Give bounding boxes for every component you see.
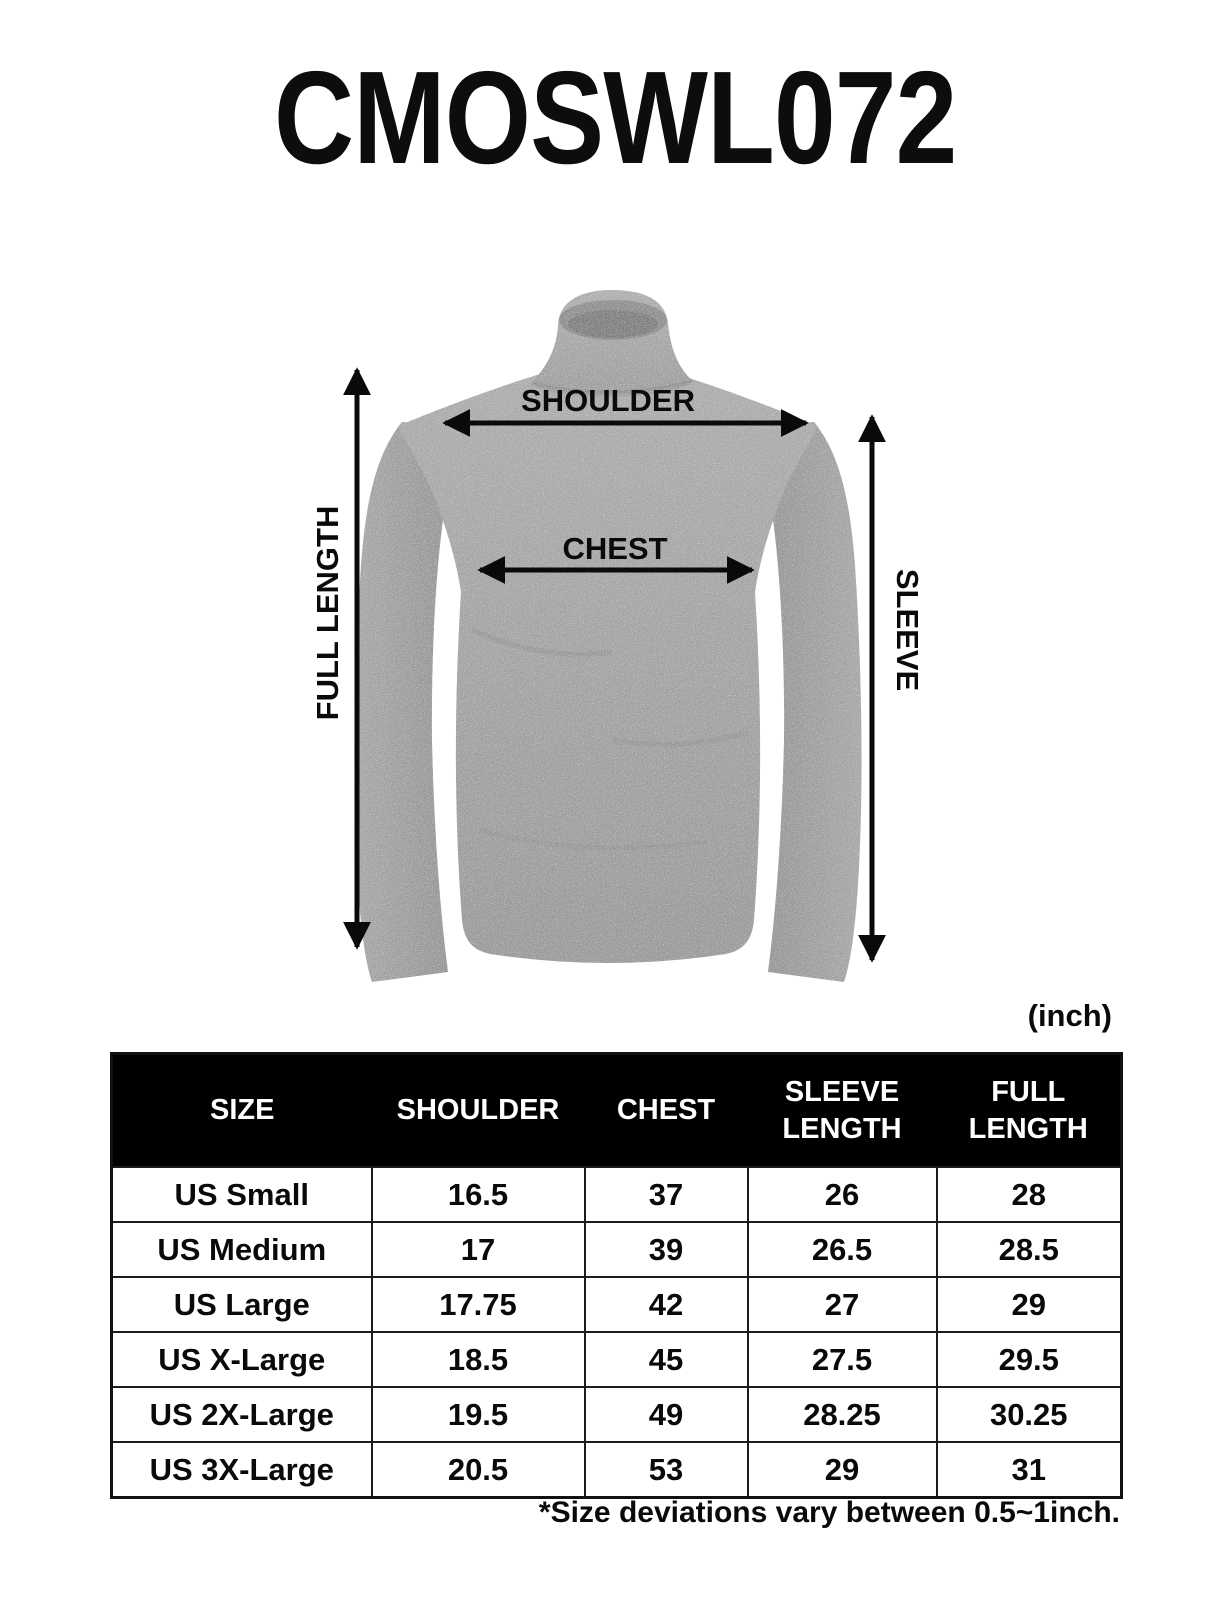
size-cell: US Medium xyxy=(112,1222,372,1277)
page-title xyxy=(0,44,1230,191)
product-code: CMOSWL072 xyxy=(273,44,957,191)
size-cell: US 2X-Large xyxy=(112,1387,372,1442)
value-cell: 17 xyxy=(372,1222,585,1277)
shoulder-measure-label: SHOULDER xyxy=(521,383,695,418)
column-header-size: SIZE xyxy=(112,1054,372,1168)
size-cell: US Small xyxy=(112,1167,372,1222)
table-row xyxy=(112,1442,1122,1498)
value-cell: 28.5 xyxy=(937,1222,1122,1277)
value-cell: 28 xyxy=(937,1167,1122,1222)
value-cell: 29 xyxy=(937,1277,1122,1332)
value-cell: 53 xyxy=(585,1442,748,1498)
unit-label: (inch) xyxy=(1027,998,1112,1033)
value-cell: 39 xyxy=(585,1222,748,1277)
table-row xyxy=(112,1277,1122,1332)
collar-opening-shadow xyxy=(568,310,658,338)
value-cell: 16.5 xyxy=(372,1167,585,1222)
size-cell: US 3X-Large xyxy=(112,1442,372,1498)
value-cell: 28.25 xyxy=(748,1387,937,1442)
value-cell: 27 xyxy=(748,1277,937,1332)
column-header-sleeve-length: SLEEVE LENGTH xyxy=(748,1054,937,1168)
size-deviation-note: *Size deviations vary between 0.5~1inch. xyxy=(538,1496,1120,1529)
size-table xyxy=(110,1052,1123,1499)
value-cell: 26.5 xyxy=(748,1222,937,1277)
sweater-measurement-diagram xyxy=(0,270,1230,1030)
size-table-body xyxy=(112,1167,1122,1498)
chest-measure-label: CHEST xyxy=(562,531,668,566)
header-row xyxy=(112,1054,1122,1168)
value-cell: 31 xyxy=(937,1442,1122,1498)
size-cell: US Large xyxy=(112,1277,372,1332)
full-length-measure-label: FULL LENGTH xyxy=(310,505,345,721)
value-cell: 18.5 xyxy=(372,1332,585,1387)
value-cell: 26 xyxy=(748,1167,937,1222)
sweater-body xyxy=(398,374,818,963)
sleeve-measure-label: SLEEVE xyxy=(890,568,925,692)
table-row xyxy=(112,1167,1122,1222)
value-cell: 19.5 xyxy=(372,1387,585,1442)
value-cell: 37 xyxy=(585,1167,748,1222)
value-cell: 17.75 xyxy=(372,1277,585,1332)
column-header-chest: CHEST xyxy=(585,1054,748,1168)
size-cell: US X-Large xyxy=(112,1332,372,1387)
value-cell: 27.5 xyxy=(748,1332,937,1387)
value-cell: 20.5 xyxy=(372,1442,585,1498)
value-cell: 30.25 xyxy=(937,1387,1122,1442)
value-cell: 49 xyxy=(585,1387,748,1442)
size-table-header xyxy=(112,1054,1122,1168)
table-row xyxy=(112,1387,1122,1442)
value-cell: 29 xyxy=(748,1442,937,1498)
table-row xyxy=(112,1222,1122,1277)
table-row xyxy=(112,1332,1122,1387)
value-cell: 29.5 xyxy=(937,1332,1122,1387)
value-cell: 42 xyxy=(585,1277,748,1332)
column-header-shoulder: SHOULDER xyxy=(372,1054,585,1168)
column-header-full-length: FULL LENGTH xyxy=(937,1054,1122,1168)
value-cell: 45 xyxy=(585,1332,748,1387)
